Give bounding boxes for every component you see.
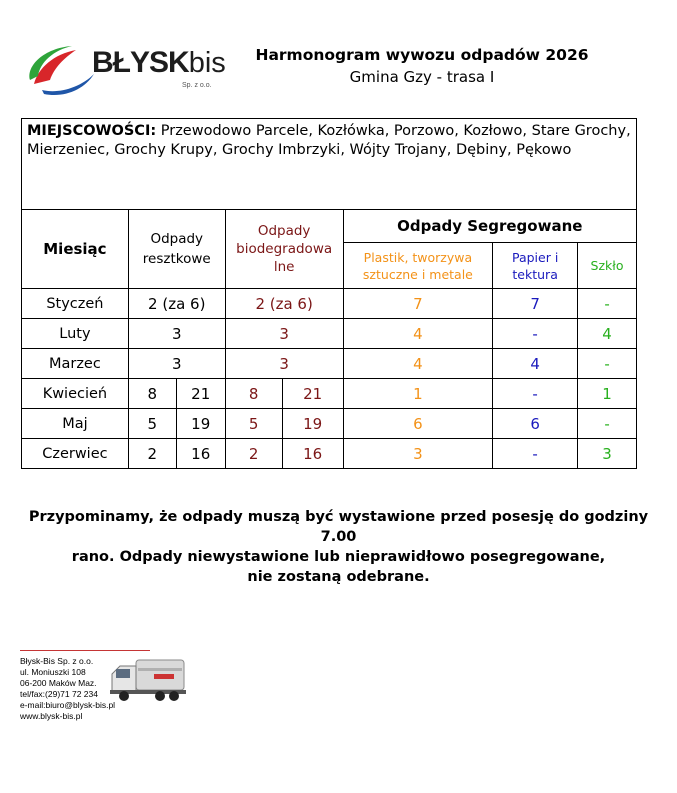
paper-cell: 4 <box>493 349 578 379</box>
glass-cell: - <box>578 409 637 439</box>
glass-cell: - <box>578 289 637 319</box>
header-row-1 <box>22 210 637 243</box>
header-month: Miesiąc <box>22 210 129 289</box>
glass-cell: 3 <box>578 439 637 469</box>
residual-cell: 2 (za 6) <box>128 289 225 319</box>
plastic-cell: 7 <box>343 289 493 319</box>
table-row <box>22 289 637 319</box>
notice-line: Przypominamy, że odpady muszą być wystawione przed posesję do godziny 7.00 <box>28 509 649 545</box>
header-segregated: Odpady Segregowane <box>343 210 636 243</box>
logo-wordmark: BŁYSKbis <box>92 46 226 79</box>
table-row <box>22 439 637 469</box>
bio-cell: 2 (za 6) <box>225 289 343 319</box>
header-residual: Odpady resztkowe <box>128 210 225 289</box>
bio-cell-first: 5 <box>225 409 282 439</box>
footer-email: e-mail:biuro@blysk-bis.pl <box>20 700 116 710</box>
month-cell: Maj <box>22 409 129 439</box>
places-list: Przewodowo Parcele, Kozłówka, Porzowo, Kozłowo, Stare Grochy, Mierzeniec, Grochy Krupy, Grochy Imbrzyki, Wójty Trojany, Dębiny, Pękowo <box>27 123 631 158</box>
plastic-cell: 6 <box>343 409 493 439</box>
logo-subtitle: Sp. z o.o. <box>182 82 212 89</box>
notice-line: nie zostaną odebrane. <box>247 569 430 585</box>
paper-cell: - <box>493 379 578 409</box>
header-glass: Szkło <box>578 243 637 289</box>
page-title: Harmonogram wywozu odpadów 2026 <box>255 46 589 64</box>
residual-cell: 3 <box>128 319 225 349</box>
bio-cell-first: 2 <box>225 439 282 469</box>
paper-cell: - <box>493 439 578 469</box>
schedule-table <box>21 118 637 469</box>
glass-cell: 1 <box>578 379 637 409</box>
footer-city: 06-200 Maków Maz. <box>20 678 97 688</box>
residual-cell-first: 8 <box>128 379 176 409</box>
residual-cell-second: 21 <box>176 379 225 409</box>
month-cell: Kwiecień <box>22 379 129 409</box>
places-row <box>22 119 637 210</box>
table-row <box>22 379 637 409</box>
footer-contact <box>20 650 220 730</box>
company-logo <box>24 40 226 98</box>
month-cell: Marzec <box>22 349 129 379</box>
residual-cell-first: 5 <box>128 409 176 439</box>
footer-street: ul. Moniuszki 108 <box>20 667 86 677</box>
bio-cell: 3 <box>225 319 343 349</box>
header-bio: Odpady biodegradowa lne <box>225 210 343 289</box>
month-cell: Luty <box>22 319 129 349</box>
garbage-truck-icon <box>108 654 188 704</box>
table-row <box>22 409 637 439</box>
plastic-cell: 3 <box>343 439 493 469</box>
plastic-cell: 4 <box>343 319 493 349</box>
table-row <box>22 349 637 379</box>
month-cell: Czerwiec <box>22 439 129 469</box>
residual-cell-first: 2 <box>128 439 176 469</box>
bio-cell: 3 <box>225 349 343 379</box>
bio-cell-first: 8 <box>225 379 282 409</box>
month-cell: Styczeń <box>22 289 129 319</box>
footer-divider <box>20 650 150 651</box>
notice-line: rano. Odpady niewystawione lub nieprawidłowo posegregowane, <box>71 549 606 565</box>
bio-cell-second: 21 <box>282 379 343 409</box>
residual-cell: 3 <box>128 349 225 379</box>
glass-cell: - <box>578 349 637 379</box>
footer-phone: tel/fax:(29)71 72 234 <box>20 689 98 699</box>
places-cell <box>22 119 637 210</box>
paper-cell: - <box>493 319 578 349</box>
notice-text <box>20 507 657 587</box>
header-paper: Papier i tektura <box>493 243 578 289</box>
header-plastic: Plastik, tworzywa sztuczne i metale <box>343 243 493 289</box>
bio-cell-second: 19 <box>282 409 343 439</box>
page-subtitle: Gmina Gzy - trasa I <box>349 68 495 86</box>
footer-address <box>20 656 115 722</box>
paper-cell: 7 <box>493 289 578 319</box>
footer-www: www.blysk-bis.pl <box>20 711 83 721</box>
glass-cell: 4 <box>578 319 637 349</box>
residual-cell-second: 19 <box>176 409 225 439</box>
paper-cell: 6 <box>493 409 578 439</box>
table-row <box>22 319 637 349</box>
plastic-cell: 1 <box>343 379 493 409</box>
residual-cell-second: 16 <box>176 439 225 469</box>
places-label: MIEJSCOWOŚCI: <box>27 123 157 139</box>
footer-company: Błysk-Bis Sp. z o.o. <box>20 656 94 666</box>
bio-cell-second: 16 <box>282 439 343 469</box>
plastic-cell: 4 <box>343 349 493 379</box>
